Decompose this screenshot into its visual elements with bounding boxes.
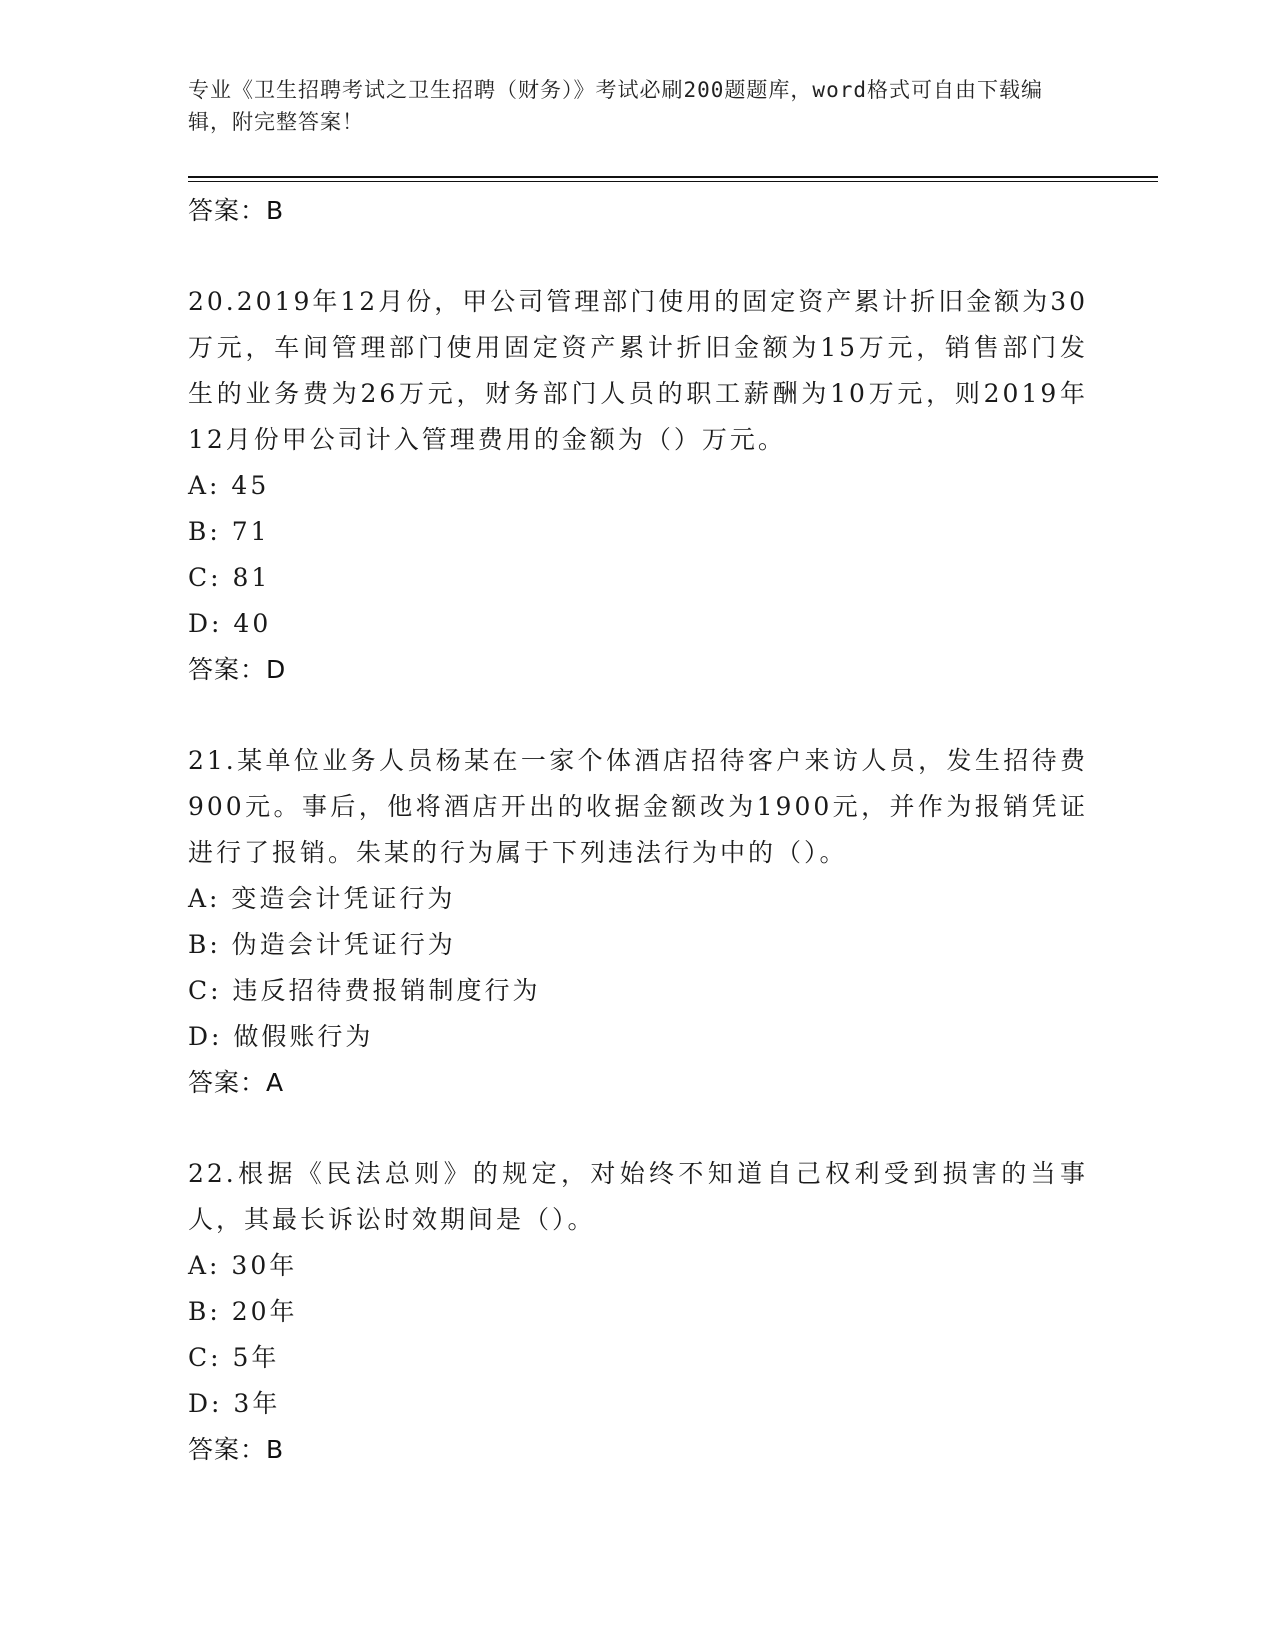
option-a: A: 30年 — [188, 1251, 298, 1280]
answer-line: 答案：D — [188, 655, 287, 684]
question-list — [188, 188, 1088, 1473]
question-block — [188, 1151, 1088, 1473]
question-block — [188, 738, 1088, 1106]
answer-line: 答案：A — [188, 1068, 285, 1097]
header-divider-thick — [188, 176, 1158, 178]
answer-line: 答案：B — [188, 196, 285, 225]
option-b: B: 20年 — [188, 1297, 298, 1326]
option-b: B: 伪造会计凭证行为 — [188, 930, 456, 959]
option-c: C: 81 — [188, 563, 271, 592]
option-a: A: 45 — [188, 471, 270, 500]
option-d: D: 40 — [188, 609, 272, 638]
question-text: 22.根据《民法总则》的规定，对始终不知道自己权利受到损害的当事人，其最长诉讼时效期间是（）。 — [188, 1159, 1088, 1234]
option-c: C: 违反招待费报销制度行为 — [188, 976, 541, 1005]
option-c: C: 5年 — [188, 1343, 280, 1372]
spacer — [188, 693, 1088, 738]
answer-line: 答案：B — [188, 1435, 285, 1464]
option-a: A: 变造会计凭证行为 — [188, 884, 456, 913]
option-d: D: 3年 — [188, 1389, 281, 1418]
page-header: 专业《卫生招聘考试之卫生招聘（财务）》考试必刷200题题库，word格式可自由下载编辑，附完整答案！ — [188, 78, 1043, 134]
spacer — [188, 234, 1088, 279]
question-text: 21.某单位业务人员杨某在一家个体酒店招待客户来访人员，发生招待费900元。事后，他将酒店开出的收据金额改为1900元，并作为报销凭证进行了报销。朱某的行为属于下列违法行为中的（）。 — [188, 746, 1088, 867]
header-divider-thin — [188, 181, 1158, 182]
question-text: 20.2019年12月份，甲公司管理部门使用的固定资产累计折旧金额为30万元，车间管理部门使用固定资产累计折旧金额为15万元，销售部门发生的业务费为26万元，财务部门人员的职工薪酬为10万元，则2019年12月份甲公司计入管理费用的金额为（）万元。 — [188, 287, 1089, 454]
option-b: B: 71 — [188, 517, 270, 546]
option-d: D: 做假账行为 — [188, 1022, 374, 1051]
spacer — [188, 1106, 1088, 1151]
question-block — [188, 279, 1088, 693]
